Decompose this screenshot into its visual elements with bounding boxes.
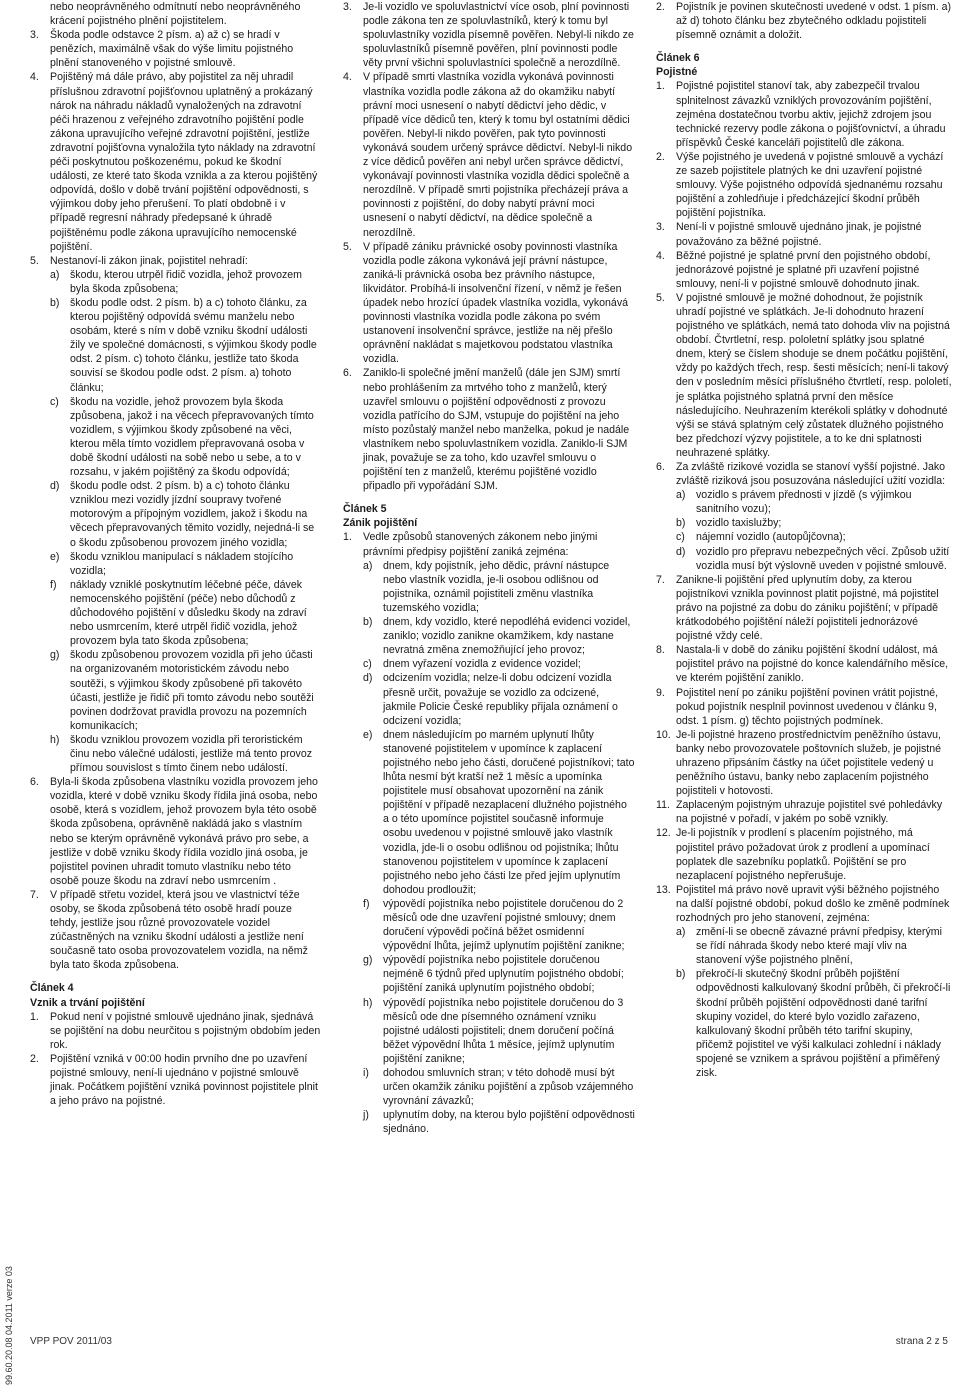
- sub-item: [30, 479, 322, 549]
- item-text: dnem vyřazení vozidla z evidence vozidel;: [383, 658, 581, 671]
- sub-item: [343, 897, 635, 953]
- article-heading: Vznik a trvání pojištění: [30, 996, 145, 1009]
- item-text: Nastala-li v době do zániku pojištění škodní událost, má pojistitel právo na pojistné do konce kalendářního měsíce, ve kterém pojištění zaniklo.: [676, 644, 949, 685]
- numbered-paragraph: [30, 28, 322, 70]
- footer-doc-id: VPP POV 2011/03: [30, 1336, 112, 1347]
- item-text: Je-li pojistné hrazeno prostřednictvím peněžního ústavu, banky nebo provozovatele poštovních služeb, je pojistné uhrazeno připsáním částky na účet pojistitele vedený u peněžního ústavu, banky nebo zaplacením pojistného pojistiteli v hotovosti.: [676, 728, 942, 798]
- item-text: odcizením vozidla; nelze-li dobu odcizení vozidla přesně určit, považuje se vozidlo za odcizené, jakmile Policie České republiky přijala oznámení o odcizení vozidla;: [383, 672, 618, 727]
- item-number: 1.: [343, 531, 352, 544]
- paragraph-continuation: nebo neoprávněného odmítnutí nebo neoprávněného krácení pojistného plnění pojistitelem.: [50, 1, 301, 28]
- item-number: 3.: [656, 221, 665, 234]
- item-text: Zanikne-li pojištění před uplynutím doby, za kterou pojistníkovi vznikla povinnost platit pojistné, má pojistitel právo na pojistné za dobu do zániku pojištění; v případě krátkodobého pojištění náleží pojistiteli jednorázové pojistné vždy celé.: [676, 573, 939, 643]
- numbered-paragraph: [30, 1010, 322, 1052]
- item-number: i): [363, 1067, 369, 1080]
- sub-item: [343, 996, 635, 1066]
- item-text: náklady vzniklé poskytnutím léčebné péče, dávek nemocenského pojištění (péče) nebo důchodů z důchodového pojištění v důsledku škody na zdraví nebo usmrcením, které utrpěl řidič vozidla, jehož provozem byla tato škoda způsobena;: [70, 578, 307, 648]
- sub-item: [343, 953, 635, 995]
- numbered-paragraph: [343, 0, 635, 70]
- item-number: 7.: [30, 888, 39, 901]
- article-heading: Článek 4: [30, 982, 74, 995]
- numbered-paragraph: [656, 686, 952, 728]
- item-text: Pokud není v pojistné smlouvě ujednáno jinak, sjednává se pojištění na dobu neurčitou s pojistným obdobím jeden rok.: [50, 1010, 321, 1051]
- numbered-paragraph: [656, 249, 952, 291]
- item-text: Vedle způsobů stanovených zákonem nebo jinými právními předpisy pojištění zaniká zejména:: [363, 531, 598, 558]
- item-text: Za zvláště rizikové vozidla se stanoví vyšší pojistné. Jako zvláště riziková jsou posuzována následující užití vozidla:: [676, 461, 946, 488]
- sub-item: [30, 648, 322, 733]
- item-text: škodu podle odst. 2 písm. b) a c) tohoto článku vzniklou mezi vozidly jízdní soupravy tvořené motorovým a přípojným vozidlem, jakož i škodu na věcech přepravovaných těmito vozidly, nejedná-li se o škodu způsobenou provozem jiného vozidla;: [70, 480, 315, 549]
- item-text: překročí-li skutečný škodní průběh pojištění odpovědnosti kalkulovaný škodní průběh, či překročí-li škodní průběh pojištění odpovědnosti dané tarifní skupiny vozidel, do které bylo vozidlo zařazeno, kalkulovaný škodní průběh této tarifní skupiny, přičemž pojistitel ve výši kalkulaci zohlední i náklady spojené se vznikem a správou pojištění a přiměřený zisk.: [696, 968, 951, 1080]
- item-number: a): [363, 559, 373, 572]
- item-text: Škoda podle odstavce 2 písm. a) až c) se hradí v penězích, maximálně však do výše limitu pojistného plnění stanoveného v pojistné smlouvě.: [50, 29, 294, 70]
- item-number: 13.: [656, 883, 671, 896]
- sub-item: [343, 671, 635, 727]
- numbered-paragraph: [656, 220, 952, 248]
- item-number: 1.: [30, 1010, 39, 1023]
- item-number: f): [363, 897, 370, 910]
- item-number: 5.: [30, 254, 39, 267]
- item-text: Byla-li škoda způsobena vlastníku vozidla provozem jeho vozidla, které v době vzniku škody řídila jiná osoba, nebo osobě, která s vozidlem, jehož provozem byla této osobě škoda způsobena, oprávněně nakládá jako s vlastním nebo se kterým oprávněně vykonává právo pro sebe, a jestliže v době vzniku škody řídila vozidlo jiná osoba, je pojistitel povinen uhradit tomuto vlastníku nebo této osobě pouze škodu na zdraví nebo usmrcením .: [50, 776, 318, 887]
- item-text: Nestanoví-li zákon jinak, pojistitel nehradí:: [50, 254, 248, 267]
- sub-item: [30, 395, 322, 480]
- numbered-paragraph: [656, 883, 952, 925]
- column-middle: [343, 0, 635, 1137]
- item-text: Pojistitel má právo nově upravit výši běžného pojistného na další pojistné období, pokud došlo ke změně podmínek rozhodných pro jeho stanovení, zejména:: [676, 883, 950, 924]
- item-number: d): [676, 545, 686, 558]
- item-number: 2.: [30, 1052, 39, 1065]
- item-number: 4.: [30, 71, 39, 84]
- item-number: 4.: [656, 249, 665, 262]
- article-heading: Zánik pojištění: [343, 517, 418, 530]
- sub-item: [343, 728, 635, 897]
- column-left: [30, 0, 322, 1108]
- item-text: Zaplaceným pojistným uhrazuje pojistitel své pohledávky na pojistné v pořadí, v jakém po sobě vznikly.: [676, 799, 943, 826]
- item-number: 6.: [343, 367, 352, 380]
- item-text: škodu vzniklou manipulací s nákladem stojícího vozidla;: [70, 550, 294, 577]
- item-text: Zaniklo-li společné jmění manželů (dále jen SJM) smrtí nebo prohlášením za mrtvého toho z manželů, který uzavřel smlouvu o pojištění odpovědnosti z provozu vozidla patřícího do SJM, vstupuje do pojištění na jeho místo pozůstalý manžel nebo manželka, pokud je nadále vlastníkem nebo spoluvlastníkem vozidla. Zaniklo-li SJM jinak, považuje se za toho, kdo uzavřel smlouvu o pojištění ten z manželů, kterému pojištěné vozidlo připadlo při vypořádání SJM.: [363, 367, 630, 493]
- numbered-paragraph: [656, 79, 952, 149]
- item-number: h): [363, 996, 373, 1009]
- numbered-paragraph: [656, 826, 952, 882]
- sub-item: [656, 516, 952, 530]
- item-number: 6.: [30, 776, 39, 789]
- sub-item: [343, 657, 635, 671]
- item-text: změní-li se obecně závazné právní předpisy, kterými se řídí náhrada škody nebo které mají vliv na stanovení výše pojistného plnění,: [696, 926, 942, 967]
- item-text: V případě zániku právnické osoby povinnosti vlastníka vozidla podle zákona vykonává její právní nástupce, zaniká-li právnická osoba bez právního nástupce, likvidátor. Probíhá-li insolvenční řízení, v němž je řešen úpadek nebo hrozící úpadek vlastníka vozidla, vykonává povinnosti vlastníka vozidla podle zákona po svém ustanovení insolvenční správce, jestliže na něj přešlo oprávnění nakládat s majetkovou podstatou vlastníka vozidla.: [363, 240, 629, 366]
- item-number: 3.: [30, 29, 39, 42]
- item-text: výpovědí pojistníka nebo pojistitele doručenou do 2 měsíců ode dne uzavření pojistné smlouvy; dnem doručení výpovědi počíná běžet osmidenní výpovědní lhůta, jejímž uplynutím pojištění zanikne;: [383, 897, 625, 953]
- item-text: Pojištění vzniká v 00:00 hodin prvního dne po uzavření pojistné smlouvy, není-li ujednáno v pojistné smlouvě jinak. Počátkem pojištění vzniká povinnost pojistitele plnit a jeho právo na pojistné.: [50, 1052, 318, 1108]
- sub-item: [30, 550, 322, 578]
- item-text: Běžné pojistné je splatné první den pojistného období, jednorázové pojistné je splatné při uzavření pojistné smlouvy, není-li v pojistné smlouvě dohodnuto jinak.: [676, 249, 931, 290]
- sub-item: [343, 615, 635, 657]
- numbered-paragraph: [30, 1052, 322, 1108]
- item-text: Výše pojistného je uvedená v pojistné smlouvě a vychází ze sazeb pojistitele platných ke dni uzavření pojistné smlouvy. Výše pojistného odpovídá sjednanému rozsahu pojištění a zohledňuje i předcházející škodní průběh pojištění pojistníka.: [676, 150, 944, 220]
- item-number: g): [50, 649, 60, 662]
- article-heading: Článek 6: [656, 52, 700, 65]
- numbered-paragraph: [656, 728, 952, 798]
- item-text: vozidlo taxislužby;: [696, 517, 782, 530]
- numbered-paragraph: [343, 530, 635, 558]
- item-number: d): [363, 672, 373, 685]
- item-number: e): [50, 550, 60, 563]
- item-number: a): [50, 268, 60, 281]
- sub-item: [30, 733, 322, 775]
- footer-page-number: strana 2 z 5: [895, 1336, 948, 1347]
- item-text: vozidlo pro přepravu nebezpečných věcí. Způsob užití vozidla musí být výslovně uveden v pojistné smlouvě.: [696, 545, 950, 572]
- numbered-paragraph: [30, 888, 322, 973]
- item-text: uplynutím doby, na kterou bylo pojištění odpovědnosti sjednáno.: [383, 1109, 635, 1136]
- numbered-paragraph: [656, 291, 952, 460]
- item-number: 5.: [656, 291, 665, 304]
- sub-item: [343, 1108, 635, 1136]
- item-number: 2.: [656, 1, 665, 13]
- item-number: e): [363, 728, 373, 741]
- item-number: c): [50, 395, 59, 408]
- item-text: dnem následujícím po marném uplynutí lhůty stanovené pojistitelem v upomínce k zaplacení pojistného nebo jeho části, doručené pojistníkovi; tato lhůta nesmí být kratší než 1 měsíc a upomínka pojistitele musí obsahovat upozornění na zánik pojištění v případě nezaplacení dlužného pojistného a o této upomínce pojistitel současně informuje osobu uvedenou v pojistné smlouvě jako vlastník vozidla, jde-li o osobu odlišnou od pojistníka; lhůtu stanovenou pojistitelem v upomínce k zaplacení pojistného nebo jeho části lze před jejím uplynutím dohodou prodloužit;: [383, 728, 635, 896]
- item-text: Pojistník je povinen skutečnosti uvedené v odst. 1 písm. a) až d) tohoto článku bez zbytečného odkladu pojistiteli písemně oznámit a doložit.: [676, 1, 951, 42]
- item-number: h): [50, 733, 60, 746]
- item-text: dohodou smluvních stran; v této dohodě musí být určen okamžik zániku pojištění a způsob vzájemného vyrovnání závazků;: [383, 1067, 634, 1108]
- side-code: 99.60.20.08 04.2011 verze 03: [4, 1266, 14, 1385]
- item-text: V pojistné smlouvě je možné dohodnout, že pojistník uhradí pojistné ve splátkách. Je-li dohodnuto hrazení pojistného ve splátkách, nemá tato dohoda vliv na pojistná období. Čtvrtletní, resp. pololetní splátky jsou splatné dnem, který se číslem shoduje se dnem počátku pojištění, vždy po každých třech, resp. šesti měsících; není-li takový den v posledním měsíci příslušného čtvrtletí, resp. pololetí, je splátka pojistného splatná první den měsíce následujícího. Neuhrazením kterékoli splátky v dohodnuté výši se stává splatným celý zůstatek dlužného pojistného bez předchozí výzvy pojistitele, a to ke dni splatnosti neuhrazené splátky.: [676, 291, 952, 459]
- item-text: Je-li vozidlo ve spoluvlastnictví více osob, plní povinnosti podle zákona ten ze spoluvlastníků, který k tomu byl spoluvlastníky vozidla písemně pověřen. Nebyl-li nikdo ze spoluvlastníků písemně pověřen, plní povinnosti podle věty první všichni spoluvlastníci společně a nerozdílně.: [363, 1, 634, 70]
- sub-item: [656, 488, 952, 516]
- item-text: výpovědí pojistníka nebo pojistitele doručenou nejméně 6 týdnů před uplynutím pojistného období; pojištění zaniká uplynutím pojistného období;: [383, 954, 624, 995]
- numbered-paragraph: [656, 460, 952, 488]
- item-number: c): [363, 658, 372, 671]
- item-text: Pojištěný má dále právo, aby pojistitel za něj uhradil příslušnou zdravotní pojišťovnou uplatněný a prokázaný nárok na náhradu nákladů vynaložených na zdravotní péči hrazenou z veřejného zdravotního pojištění podle zákona upravujícího veřejné zdravotní pojištění, jestliže zdravotní pojišťovna vynaložila tyto náklady na zdravotní péči poskytnutou poškozenému, pokud ke škodní události, ze které tato škoda vznikla a za kterou pojištěný odpovídá, došlo v době trvání pojištění odpovědnosti, s výjimkou doby jeho přerušení. To platí obdobně i v případě regresní náhrady předepsané k úhradě pojištěnému podle zákona upravujícího nemocenské pojištění.: [50, 71, 318, 253]
- item-number: 8.: [656, 644, 665, 657]
- item-number: j): [363, 1109, 369, 1122]
- item-text: V případě smrti vlastníka vozidla vykonává povinnosti vlastníka vozidla podle zákona až do okamžiku nabytí právní moci usnesení o nabytí dědictví jeho dědic, v případě více dědiců ten, který k tomu byl ostatními dědici pověřen. Nebyl-li nikdo pověřen, pak tyto povinnosti vykonává soudem určený správce dědictví. Nebyl-li nikdo z více dědiců pověřen ani nebyl určen správce dědictví, vykonávají povinnosti vlastníka vozidla dědici společně a nerozdílně. V případě smrti pojistníka přecházejí práva a povinnosti z pojištění, do doby nabytí právní moci usnesení o nabytí dědictví, na dědice společně a nerozdílně.: [363, 71, 633, 239]
- numbered-paragraph: [656, 643, 952, 685]
- item-text: Pojistné pojistitel stanoví tak, aby zabezpečil trvalou splnitelnost závazků vzniklých provozováním pojištění, zejména dostatečnou tvorbu aktiv, jejichž zdrojem jsou technické rezervy podle zákona o pojišťovnictví, a úhradu příspěvků České kanceláři pojistitelů dle zákona.: [676, 80, 946, 149]
- article-heading: Pojistné: [656, 66, 698, 79]
- item-text: dnem, kdy pojistník, jeho dědic, právní nástupce nebo vlastník vozidla, je-li osobou odlišnou od pojistníka, oznámil pojistiteli změnu vlastníka tuzemského vozidla;: [383, 559, 610, 614]
- item-text: vozidlo s právem přednosti v jízdě (s výjimkou sanitního vozu);: [696, 489, 912, 516]
- item-number: 9.: [656, 686, 665, 699]
- item-text: Není-li v pojistné smlouvě ujednáno jinak, je pojistné považováno za běžné pojistné.: [676, 221, 922, 248]
- item-number: b): [50, 296, 60, 309]
- numbered-paragraph: [343, 240, 635, 367]
- numbered-paragraph: [30, 775, 322, 888]
- numbered-paragraph: [343, 70, 635, 239]
- item-text: škodu na vozidle, jehož provozem byla škoda způsobena, jakož i na věcech přepravovaných tímto vozidlem, s výjimkou škody způsobené na věci, kterou měla tímto vozidlem přepravovaná osoba v době škodní události na sobě nebo u sebe, a to v rozsahu, v jakém pojištěný za škodu odpovídá;: [70, 395, 314, 479]
- item-number: 11.: [656, 799, 670, 812]
- item-number: 5.: [343, 240, 352, 253]
- item-number: 10.: [656, 728, 671, 741]
- sub-item: [30, 268, 322, 296]
- item-text: nájemní vozidlo (autopůjčovna);: [696, 531, 846, 544]
- item-text: Pojistitel není po zániku pojištění povinen vrátit pojistné, pokud pojistník nesplnil povinnost uvedenou v článku 9, odst. 1 písm. g) těchto pojistných podmínek.: [676, 686, 939, 727]
- item-number: 2.: [656, 150, 665, 163]
- article-heading: Článek 5: [343, 503, 387, 516]
- item-number: c): [676, 531, 685, 544]
- item-number: 12.: [656, 827, 671, 840]
- item-number: a): [676, 926, 686, 939]
- numbered-paragraph: [656, 0, 952, 42]
- item-number: g): [363, 954, 373, 967]
- numbered-paragraph: [343, 366, 635, 493]
- sub-item: [656, 925, 952, 967]
- item-text: výpovědí pojistníka nebo pojistitele doručenou do 3 měsíců ode dne písemného oznámení vzniku pojistné události pojistiteli; dnem doručení počíná běžet výpovědní lhůta 1 měsíce, jejímž uplynutím pojištění zanikne;: [383, 996, 624, 1065]
- item-number: 7.: [656, 573, 665, 586]
- sub-item: [656, 967, 952, 1080]
- item-number: f): [50, 578, 57, 591]
- item-text: škodu způsobenou provozem vozidla při jeho účasti na organizovaném motoristickém závodu nebo soutěži, s výjimkou škody způsobené při takovéto účasti, jestliže je řidič při tomto závodu nebo soutěži povinen dodržovat pravidla provozu na pozemních komunikacích;: [70, 649, 314, 732]
- sub-item: [343, 559, 635, 615]
- item-number: a): [676, 489, 686, 502]
- item-number: b): [676, 968, 686, 981]
- item-text: Je-li pojistník v prodlení s placením pojistného, má pojistitel právo požadovat úrok z prodlení a upomínací poplatek dle sazebníku poplatků. Pojištění se pro nezaplacení pojistného nepřerušuje.: [676, 827, 930, 882]
- item-number: 1.: [656, 80, 665, 93]
- item-number: 6.: [656, 461, 665, 473]
- numbered-paragraph: [30, 254, 322, 268]
- numbered-paragraph: [30, 70, 322, 253]
- sub-item: [656, 545, 952, 573]
- numbered-paragraph: [656, 150, 952, 220]
- sub-item: [30, 578, 322, 648]
- column-right: [656, 0, 952, 1080]
- numbered-paragraph: [656, 798, 952, 826]
- item-number: b): [363, 616, 373, 629]
- item-number: d): [50, 480, 60, 493]
- item-text: škodu podle odst. 2 písm. b) a c) tohoto článku, za kterou pojištěný odpovídá svému manželu nebo osobám, které s ním v době vzniku škodní události žily ve společné domácnosti, s výjimkou škody podle odst. 2 písm. c) tohoto článku, jestliže tato škoda souvisí se škodou podle odst. 2 písm. a) tohoto článku;: [70, 296, 317, 394]
- item-text: dnem, kdy vozidlo, které nepodléhá evidenci vozidel, zaniklo; vozidlo zanikne okamžikem, kdy nastane nevratná změna znemožňující jeho provoz;: [383, 616, 631, 657]
- item-text: škodu vzniklou provozem vozidla při teroristickém činu nebo válečné události, jestliže má tento provoz přímou souvislost s tímto činem nebo událostí.: [70, 733, 313, 775]
- item-number: b): [676, 517, 686, 530]
- numbered-paragraph: [656, 573, 952, 643]
- item-number: 3.: [343, 1, 352, 13]
- sub-item: [656, 530, 952, 544]
- item-number: 4.: [343, 71, 352, 84]
- sub-item: [343, 1066, 635, 1108]
- sub-item: [30, 296, 322, 395]
- item-text: škodu, kterou utrpěl řidič vozidla, jehož provozem byla škoda způsobena;: [70, 268, 302, 295]
- item-text: V případě střetu vozidel, která jsou ve vlastnictví téže osoby, se škoda způsobená této osobě hradí pouze tehdy, jestliže jsou různé provozovatele vozidel zúčastněných na vzniku škodní události a jestliže není současně tato osoba provozovatelem vozidla, na němž byla tato škoda způsobena.: [50, 888, 308, 972]
